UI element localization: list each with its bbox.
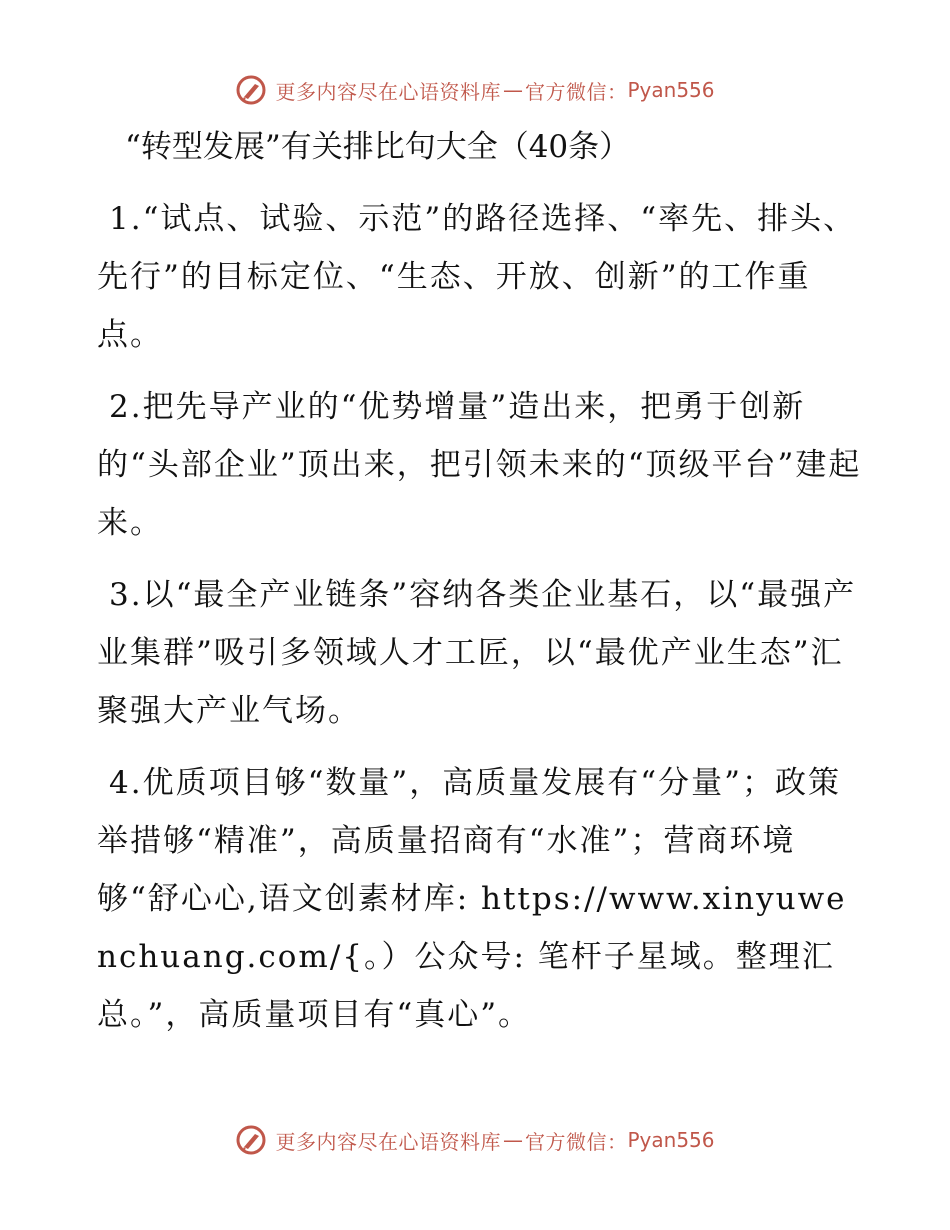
watermark-separator: — bbox=[502, 78, 523, 102]
watermark-banner-top bbox=[0, 70, 950, 110]
paragraph-1: 1.“试点、试验、示范”的路径选择、“率先、排头、先行”的目标定位、“生态、开放、创新”的工作重点。 bbox=[97, 201, 857, 353]
watermark-separator: — bbox=[502, 1128, 523, 1152]
watermark-text: 更多内容尽在心语资料库 bbox=[275, 79, 501, 104]
document-title: “转型发展”有关排比句大全（40条） bbox=[125, 129, 631, 165]
paragraph-4: 4.优质项目够“数量”，高质量发展有“分量”；政策举措够“精准”，高质量招商有“水准”；营商环境够“舒心心,语文创素材库: https://www.xinyuwenchuang.com/{。）公众号: 笔杆子星域。整理汇总。”，高质量项目有“真心”。 bbox=[97, 765, 847, 1033]
watermark-account: Pyan556 bbox=[627, 1128, 715, 1152]
paragraph-3: 3.以“最全产业链条”容纳各类企业基石，以“最强产业集群”吸引多领域人才工匠，以“最优产业生态”汇聚强大产业气场。 bbox=[97, 577, 857, 729]
watermark-banner-bottom bbox=[0, 1120, 950, 1160]
pen-logo-icon bbox=[235, 74, 267, 106]
document-body bbox=[97, 118, 867, 1044]
watermark-text: 更多内容尽在心语资料库 bbox=[275, 1129, 501, 1154]
watermark-account: Pyan556 bbox=[627, 78, 715, 102]
watermark-wechat-label: 官方微信： bbox=[524, 1129, 628, 1154]
watermark-wechat-label: 官方微信： bbox=[524, 79, 628, 104]
paragraph-2: 2.把先导产业的“优势增量”造出来，把勇于创新的“头部企业”顶出来，把引领未来的“顶级平台”建起来。 bbox=[97, 389, 862, 541]
pen-logo-icon bbox=[235, 1124, 267, 1156]
